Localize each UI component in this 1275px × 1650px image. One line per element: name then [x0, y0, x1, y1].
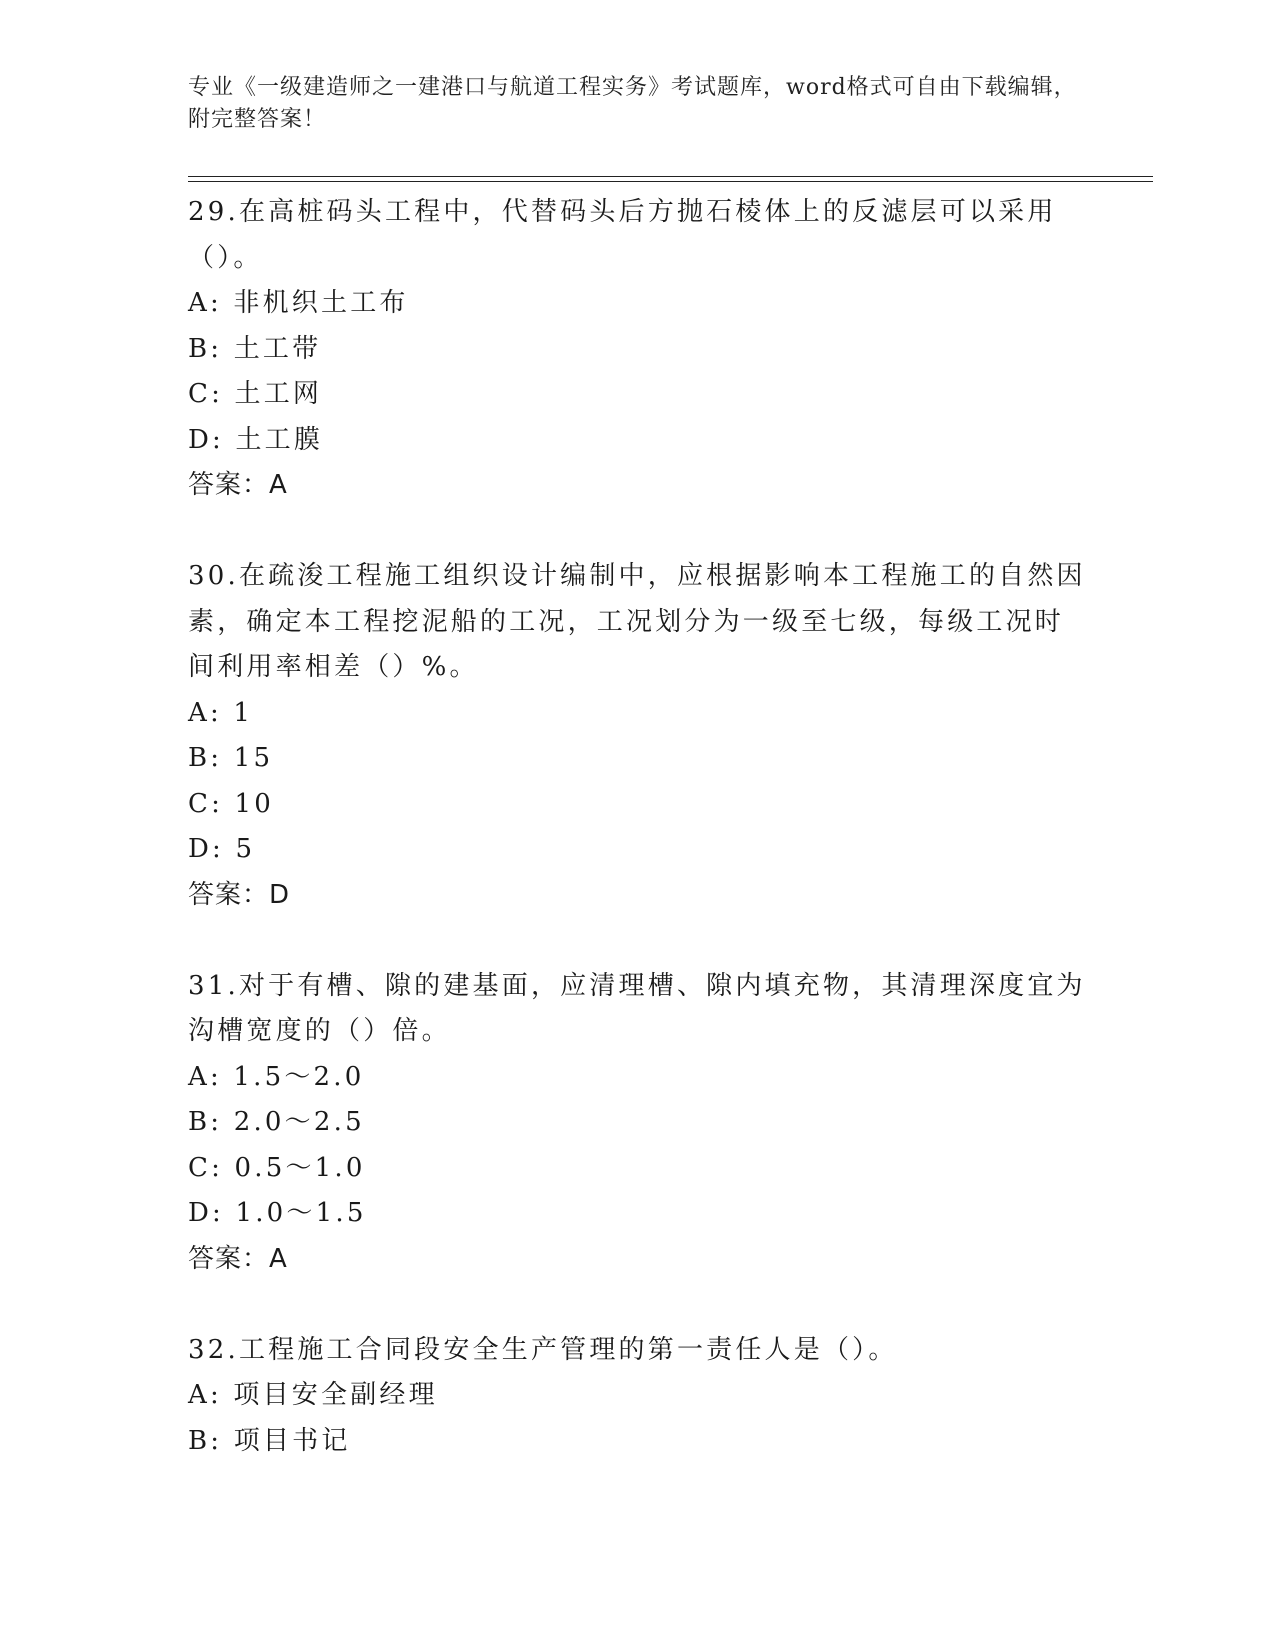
answer: 答案：D [188, 879, 291, 910]
answer: 答案：A [188, 1243, 288, 1274]
option-b: B: 15 [188, 743, 274, 773]
option-a: A: 项目安全副经理 [188, 1380, 438, 1410]
question-30 [188, 554, 1088, 918]
option-a: A: 非机织土工布 [188, 288, 409, 318]
spacer [188, 1282, 1088, 1328]
header-divider-bottom [188, 181, 1153, 182]
question-list [188, 190, 1088, 1464]
question-stem: 32.工程施工合同段安全生产管理的第一责任人是（）。 [188, 1334, 898, 1365]
question-stem: 29.在高桩码头工程中，代替码头后方抛石棱体上的反滤层可以采用（）。 [188, 197, 1057, 273]
option-d: D: 5 [188, 834, 256, 864]
spacer [188, 918, 1088, 964]
question-29 [188, 190, 1088, 509]
question-32 [188, 1328, 1088, 1465]
answer: 答案：A [188, 470, 288, 500]
option-c: C: 0.5～1.0 [188, 1152, 366, 1183]
option-a: A: 1.5～2.0 [188, 1061, 365, 1092]
option-a: A: 1 [188, 697, 254, 728]
option-b: B: 2.0～2.5 [188, 1107, 365, 1137]
spacer [188, 509, 1088, 555]
option-b: B: 项目书记 [188, 1425, 351, 1456]
question-31 [188, 964, 1088, 1283]
option-b: B: 土工带 [188, 333, 322, 364]
option-c: C: 10 [188, 788, 275, 819]
option-d: D: 土工膜 [188, 424, 324, 455]
option-d: D: 1.0～1.5 [188, 1198, 367, 1228]
question-stem: 30.在疏浚工程施工组织设计编制中，应根据影响本工程施工的自然因素，确定本工程挖泥船的工况，工况划分为一级至七级，每级工况时间利用率相差（）%。 [188, 561, 1086, 682]
document-header: 专业《一级建造师之一建港口与航道工程实务》考试题库，word格式可自由下载编辑，附完整答案！ [188, 75, 1077, 132]
option-c: C: 土工网 [188, 379, 323, 409]
question-stem: 31.对于有槽、隙的建基面，应清理槽、隙内填充物，其清理深度宜为沟槽宽度的（）倍。 [188, 970, 1086, 1046]
header-divider-top [188, 176, 1153, 177]
